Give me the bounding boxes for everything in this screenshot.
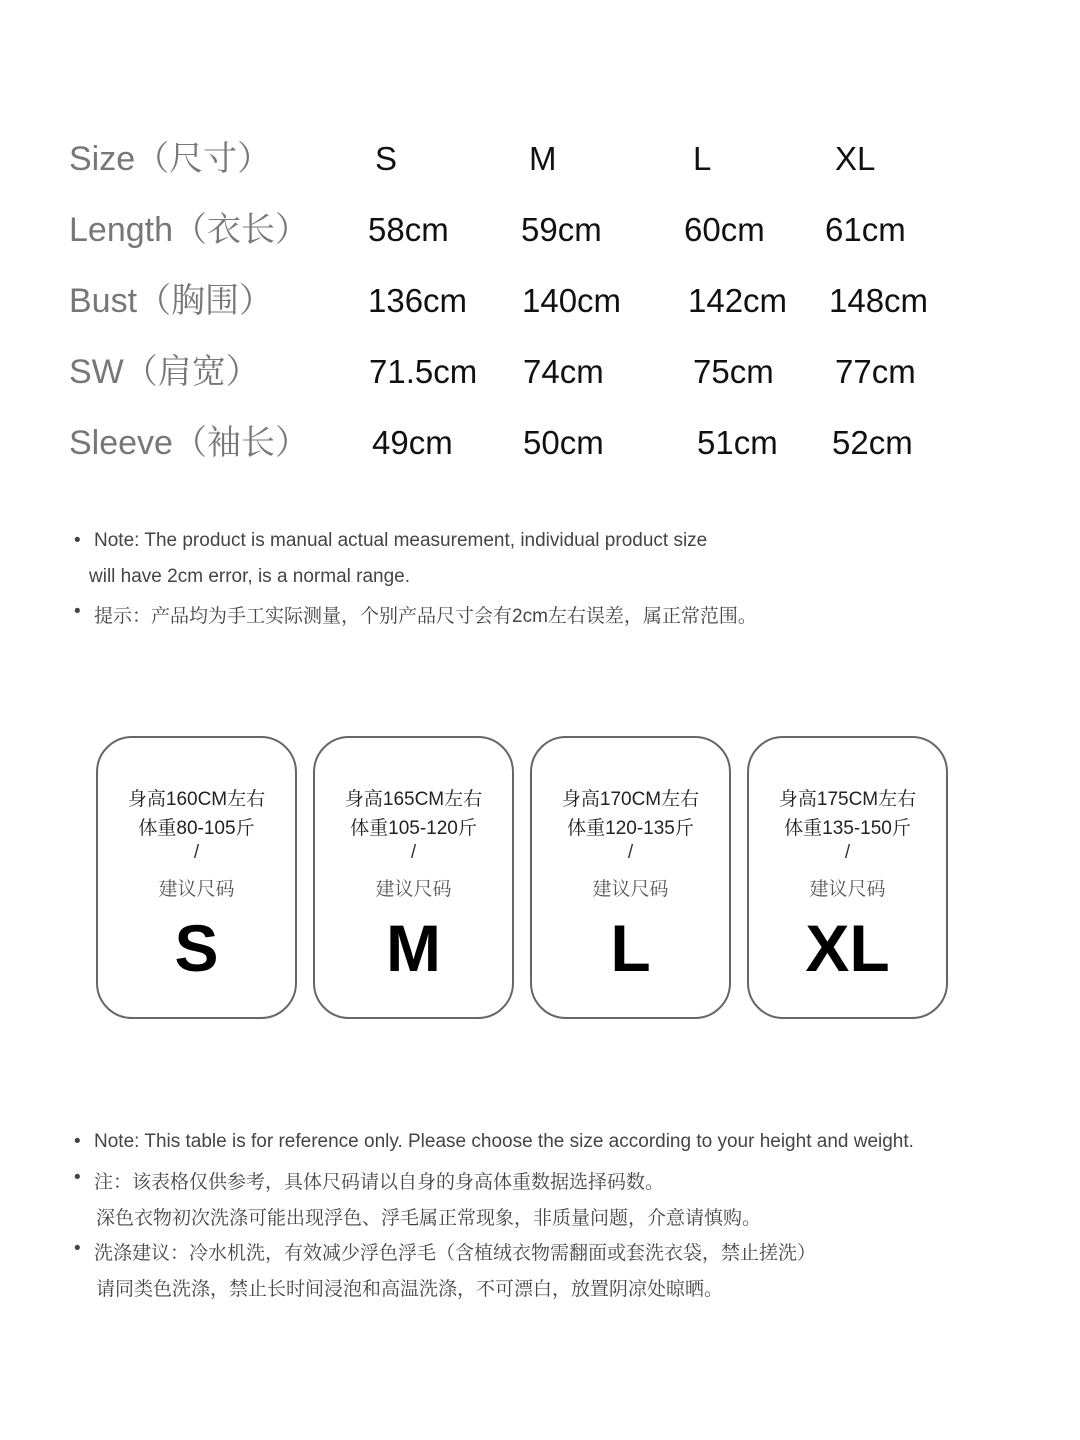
size-row-label: Size（尺寸） bbox=[69, 140, 272, 178]
sleeve-cell: 52cm bbox=[832, 424, 913, 461]
card-weight: 体重120-135斤 bbox=[567, 818, 694, 839]
bottom-notes bbox=[74, 1131, 1034, 1311]
size-cell: L bbox=[693, 140, 712, 177]
wash-advice-text: 洗涤建议：冷水机洗，有效减少浮色浮毛（含植绒衣物需翻面或套洗衣袋，禁止搓洗） bbox=[94, 1243, 817, 1264]
card-size: M bbox=[386, 911, 441, 985]
size-table bbox=[0, 0, 1080, 480]
size-recommendation-cards bbox=[96, 736, 956, 1026]
shoulder-width-cell: 74cm bbox=[523, 353, 604, 390]
dark-clothing-note: 深色衣物初次洗涤可能出现浮色、浮毛属正常现象，非质量问题，介意请慎购。 bbox=[96, 1208, 762, 1229]
length-cell: 61cm bbox=[825, 211, 906, 248]
size-card-l bbox=[530, 736, 731, 1019]
card-height: 身高170CM左右 bbox=[561, 789, 700, 810]
size-card-m bbox=[313, 736, 514, 1019]
sleeve-cell: 51cm bbox=[697, 424, 778, 461]
wash-advice-line2: 请同类色洗涤，禁止长时间浸泡和高温洗涤，不可漂白，放置阴凉处晾晒。 bbox=[96, 1279, 724, 1300]
size-row bbox=[0, 129, 1080, 189]
reference-note-en bbox=[74, 1131, 914, 1153]
measurement-note-en-line2: will have 2cm error, is a normal range. bbox=[89, 566, 411, 587]
size-cell: XL bbox=[835, 140, 876, 177]
bust-cell: 148cm bbox=[829, 282, 929, 319]
sleeve-cell: 49cm bbox=[372, 424, 453, 461]
sleeve-cell: 50cm bbox=[523, 424, 604, 461]
sleeve-row bbox=[0, 413, 1080, 473]
shoulder-width-cell: 71.5cm bbox=[369, 353, 478, 390]
measurement-note-en-line1: Note: The product is manual actual measurement, individual product size bbox=[94, 530, 708, 551]
size-card-s bbox=[96, 736, 297, 1019]
card-separator: / bbox=[844, 842, 851, 863]
shoulder-width-row-label: SW（肩宽） bbox=[69, 353, 260, 391]
shoulder-width-cell: 77cm bbox=[835, 353, 916, 390]
card-recommend-label: 建议尺码 bbox=[592, 879, 669, 900]
card-recommend-label: 建议尺码 bbox=[375, 879, 452, 900]
card-separator: / bbox=[627, 842, 634, 863]
bust-cell: 142cm bbox=[688, 282, 788, 319]
length-cell: 58cm bbox=[368, 211, 449, 248]
card-size: XL bbox=[805, 911, 890, 985]
card-recommend-label: 建议尺码 bbox=[809, 879, 886, 900]
length-row-label: Length（衣长） bbox=[69, 211, 309, 249]
card-weight: 体重80-105斤 bbox=[138, 818, 255, 839]
card-height: 身高160CM左右 bbox=[127, 789, 266, 810]
bust-row-label: Bust（胸围） bbox=[69, 282, 274, 320]
size-cell: M bbox=[529, 140, 557, 177]
bust-cell: 136cm bbox=[368, 282, 468, 319]
bust-row bbox=[0, 271, 1080, 331]
card-height: 身高165CM左右 bbox=[344, 789, 483, 810]
sleeve-row-label: Sleeve（袖长） bbox=[69, 424, 309, 462]
measurement-note-zh bbox=[74, 601, 757, 628]
card-size: S bbox=[174, 911, 219, 985]
length-cell: 60cm bbox=[684, 211, 765, 248]
reference-note-en-text: Note: This table is for reference only. Please choose the size according to your height and weight. bbox=[94, 1131, 914, 1152]
measurement-note-zh-text: 提示：产品均为手工实际测量，个别产品尺寸会有2cm左右误差，属正常范围。 bbox=[94, 606, 757, 627]
card-weight: 体重105-120斤 bbox=[350, 818, 477, 839]
shoulder-width-row bbox=[0, 342, 1080, 402]
size-cell: S bbox=[375, 140, 398, 177]
measurement-note-en bbox=[74, 530, 707, 552]
card-separator: / bbox=[410, 842, 417, 863]
card-separator: / bbox=[193, 842, 200, 863]
card-height: 身高175CM左右 bbox=[778, 789, 917, 810]
shoulder-width-cell: 75cm bbox=[693, 353, 774, 390]
wash-advice bbox=[74, 1238, 816, 1265]
reference-note-zh-text: 注：该表格仅供参考，具体尺码请以自身的身高体重数据选择码数。 bbox=[94, 1172, 665, 1193]
length-cell: 59cm bbox=[521, 211, 602, 248]
measurement-notes bbox=[74, 528, 1034, 638]
size-card-xl bbox=[747, 736, 948, 1019]
card-recommend-label: 建议尺码 bbox=[158, 879, 235, 900]
bust-cell: 140cm bbox=[522, 282, 622, 319]
reference-note-zh bbox=[74, 1167, 664, 1194]
length-row bbox=[0, 200, 1080, 260]
card-weight: 体重135-150斤 bbox=[784, 818, 911, 839]
card-size: L bbox=[610, 911, 651, 985]
